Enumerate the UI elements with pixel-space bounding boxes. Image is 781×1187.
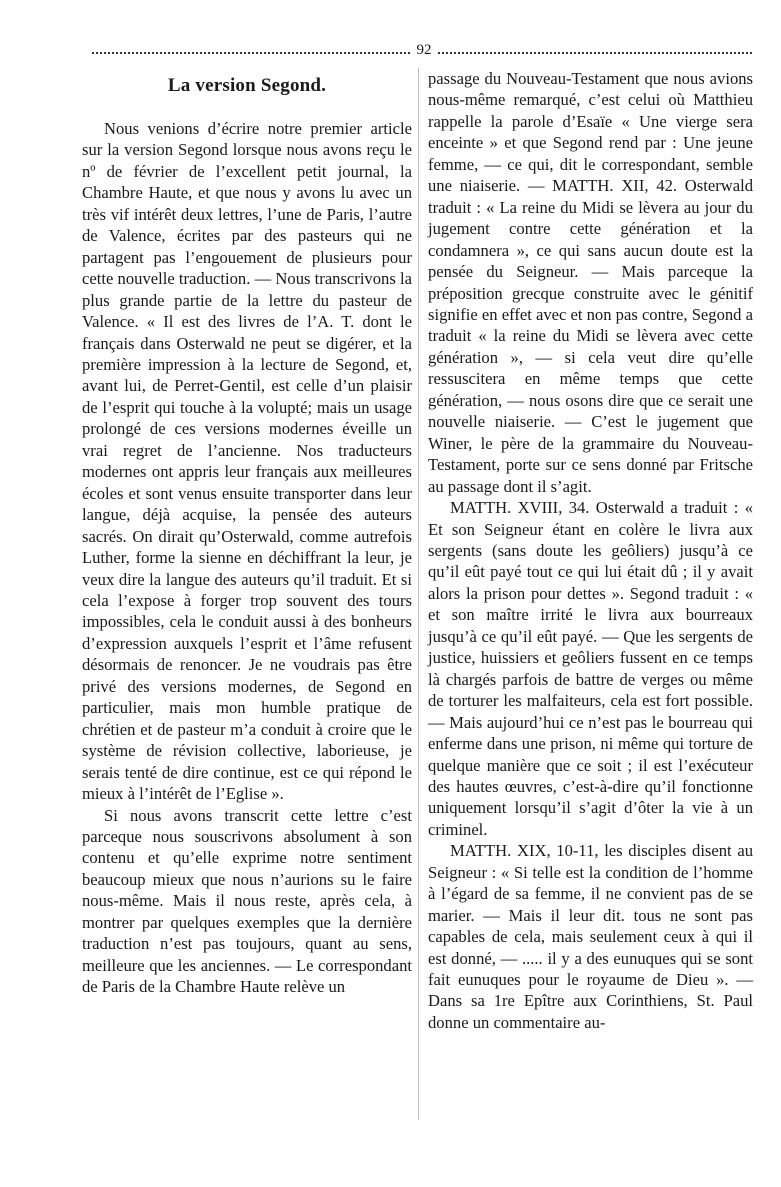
article-title: La version Segond.	[167, 75, 327, 96]
paragraph: MATTH. XVIII, 34. Osterwald a traduit : « Et son Seigneur étant en colère le livra aux sergents (sans doute les geôliers) jusqu’à ce qu’il eût payé tout ce qui lui était dû ; il y avait alors la prison pour dettes ». Segond traduit : « et son maître irrité le livra aux bourreaux jusqu’à ce qu’il eût payé. — Que les sergents de justice, huissiers et geôliers fussent en ce temps là chargés parfois de battre de verges ou même de torturer les malfaiteurs, cela est fort possible. — Mais aujourd’hui ce n’est pas le bourreau qui enferme dans une prison, ni même qui torture de quelque manière que ce soit ; il est l’exécuteur des hautes œuvres, c’est-à-dire qu’il fonctionne uniquement lorsqu’il s’agit d’ôter la vie à un criminel.	[428, 498, 753, 839]
page-header	[92, 44, 752, 64]
header-rule-left	[92, 52, 410, 54]
header-rule-right	[438, 52, 752, 54]
page-number: 92	[416, 42, 432, 58]
paragraph: Nous venions d’écrire notre premier article sur la version Segond lorsque nous avons reçu le nº de février de l’excellent petit journal, la Chambre Haute, et que nous y avons lu avec un très vif intérêt deux lettres, l’une de Paris, l’autre de Valence, écrites par des pasteurs qui ne partagent pas l’engouement de plusieurs pour cette nouvelle traduction. — Nous transcrivons la plus grande partie de la lettre du pasteur de Valence. « Il est des livres de l’A. T. dont le français dans Osterwald ne peut se digérer, et la première impression à la lecture de Segond, et, avant lui, de Perret-Gentil, est celle d’un plaisir de l’esprit qui touche à la volupté; mais un usage prolongé de ces versions modernes éveille un vrai regret de l’ancienne. Nos traducteurs modernes ont appris leur français aux meilleures écoles et sont venus ensuite transporter dans leur langue, déjà acquise, la pensée des auteurs sacrés. On dirait qu’Osterwald, comme autrefois Luther, forme la sienne en déchiffrant la leur, je veux dire la langue des auteurs qu’il traduit. Et si cela l’expose à forger trop souvent des tours impossibles, cela le conduit aussi à des bonheurs d’expression auxquels l’esprit et l’âme refusent désormais de renoncer. Je ne voudrais pas être privé des versions modernes, de Segond en particulier, mais mon humble pratique de chrétien et de pasteur m’a conduit à croire que le système de révision collective, laborieuse, je serais tenté de dire continue, est ce qui répond le mieux à l’intérêt de l’Eglise ».	[82, 119, 412, 804]
paragraph: MATTH. XIX, 10-11, les disciples disent au Seigneur : « Si telle est la condition de l’homme à l’égard de sa femme, il ne convient pas de se marier. — Mais il leur dit. tous ne sont pas capables de cela, mais seulement ceux à qui il est donné, — ..... il y a des eunuques qui se sont fait eunuques pour le royaume de Dieu ». — Dans sa 1re Epître aux Corinthiens, St. Paul donne un commentaire au-	[428, 841, 753, 1032]
paragraph: Si nous avons transcrit cette lettre c’est parceque nous souscrivons absolument à son contenu et qu’elle exprime notre sentiment beaucoup mieux que nous n’aurions su le faire nous-même. Mais il nous reste, après cela, à montrer par quelques exemples que la dernière traduction n’est pas toujours, quant au sens, meilleure que les anciennes. — Le correspondant de Paris de la Chambre Haute relève un	[82, 805, 412, 997]
paragraph: passage du Nouveau-Testament que nous avions nous-même remarqué, c’est celui où Matthieu rappelle la parole d’Esaïe « Une vierge sera enceinte » et que Segond rend par : Une jeune femme, — ce qui, dit le correspondant, semble une niaiserie. — MATTH. XII, 42. Osterwald traduit : « La reine du Midi se lèvera au jour du jugement contre cette génération et la condamnera », ce qui sans aucun doute est la pensée du Seigneur. — Mais parceque la préposition grecque construite avec le génitif signifie en effet avec et non pas contre, Segond a traduit « la reine du Midi se lèvera avec cette génération », — si cela veut dire qu’elle ressuscitera en même temps que cette génération, — nous osons dire que ce serait une nouvelle niaiserie. — C’est le jugement que Winer, le père de la grammaire du Nouveau-Testament, porte sur ce sens donné par Fritsche au passage dont il s’agit.	[428, 69, 753, 496]
column-divider	[418, 68, 419, 1120]
left-column	[82, 68, 412, 998]
right-column	[428, 68, 753, 1033]
